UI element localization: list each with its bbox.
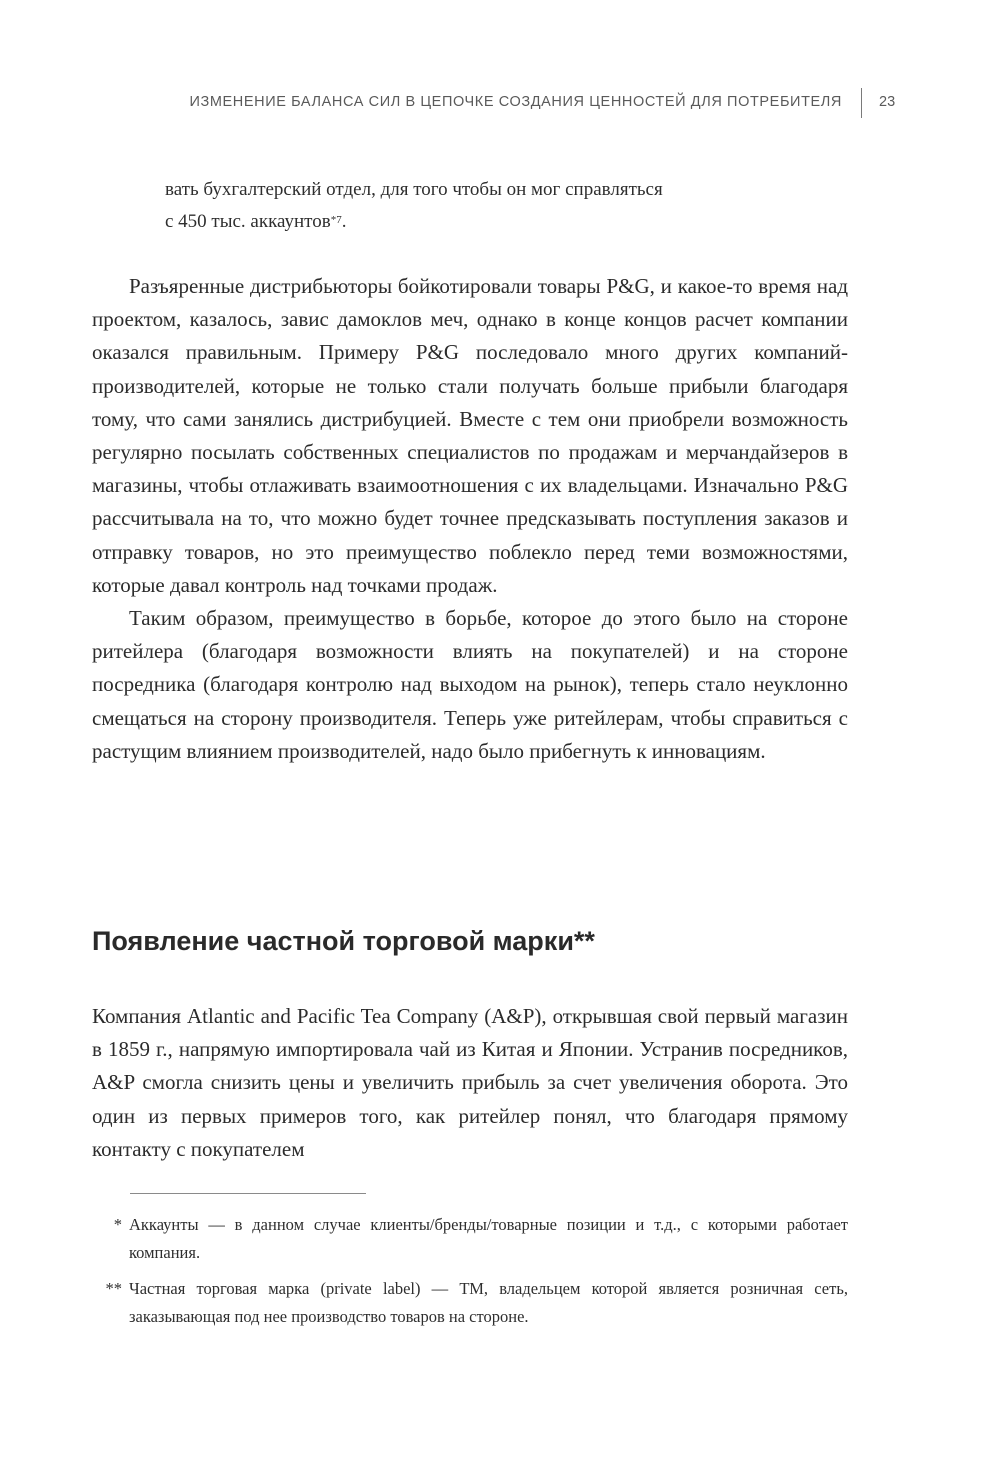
paragraph-ap-company: Компания Atlantic and Pacific Tea Company (A&P), открывшая свой первый магазин в 1859 г., напрямую импортировала чай из Китая и Японии. Устранив посредников, A&P смогла снизить цены и увеличить прибыль за счет увеличения оборота. Это один из первых примеров того, как ритейлер понял, что благодаря прямому контакту с покупателем [92, 1004, 848, 1161]
paragraph-advantage: Таким образом, преимущество в борьбе, которое до этого было на стороне ритейлера (благодаря возможности влиять на покупателей) и на стороне посредника (благодаря контролю над выходом на рынок), теперь стало неуклонно смещаться на сторону производителя. Теперь уже ритейлерам, чтобы справиться с растущим влиянием производителей, надо было прибегнуть к инновациям. [92, 606, 848, 763]
section-text [92, 1000, 848, 1166]
section-heading: Появление частной торговой марки** [92, 926, 595, 956]
block-quote [165, 174, 805, 238]
paragraph-distributors: Разъяренные дистрибьюторы бойкотировали товары P&G, и какое-то время над проектом, казалось, завис дамоклов меч, однако в конце концов расчет компании оказался правильным. Примеру P&G последовало много других компаний-производителей, которые не только стали получать больше прибыли благодаря тому, что сами занялись дистрибуцией. Вместе с тем они приобрели возможность регулярно посылать собственных специалистов по продажам и мерчандайзеров в магазины, чтобы отлаживать взаимоотношения с их владельцами. Изначально P&G рассчитывала на то, что можно будет точнее предсказывать поступления заказов и отправку товаров, но это преимущество поблекло перед теми возможностями, которые давал контроль над точками продаж. [92, 274, 848, 597]
quote-footnote-marks: *7 [330, 214, 342, 226]
footnote-accounts [92, 1211, 848, 1267]
quote-line-2 [165, 206, 805, 238]
quote-line-1: вать бухгалтерский отдел, для того чтобы он мог справляться [165, 179, 663, 200]
footnote-marker: ** [105, 1279, 122, 1298]
running-title: ИЗМЕНЕНИЕ БАЛАНСА СИЛ В ЦЕПОЧКЕ СОЗДАНИЯ ЦЕННОСТЕЙ ДЛЯ ПОТРЕБИТЕЛЯ [189, 94, 842, 110]
footnote-divider [130, 1193, 366, 1194]
quote-line-2-end: . [341, 211, 347, 232]
footnote-text: Частная торговая марка (private label) — ТМ, владельцем которой является розничная сеть, заказывающая под нее производство товаров на стороне. [129, 1279, 848, 1326]
running-header [0, 86, 1000, 122]
main-text [92, 270, 848, 768]
page-number: 23 [879, 94, 896, 110]
footnote-text: Аккаунты — в данном случае клиенты/бренды/товарные позиции и т.д., с которыми работает компания. [129, 1215, 848, 1262]
footnote-private-label [92, 1275, 848, 1331]
quote-line-2-text: с 450 тыс. аккаунтов [165, 211, 331, 232]
header-divider [861, 88, 862, 118]
footnotes [92, 1211, 848, 1339]
footnote-marker: * [113, 1215, 122, 1234]
